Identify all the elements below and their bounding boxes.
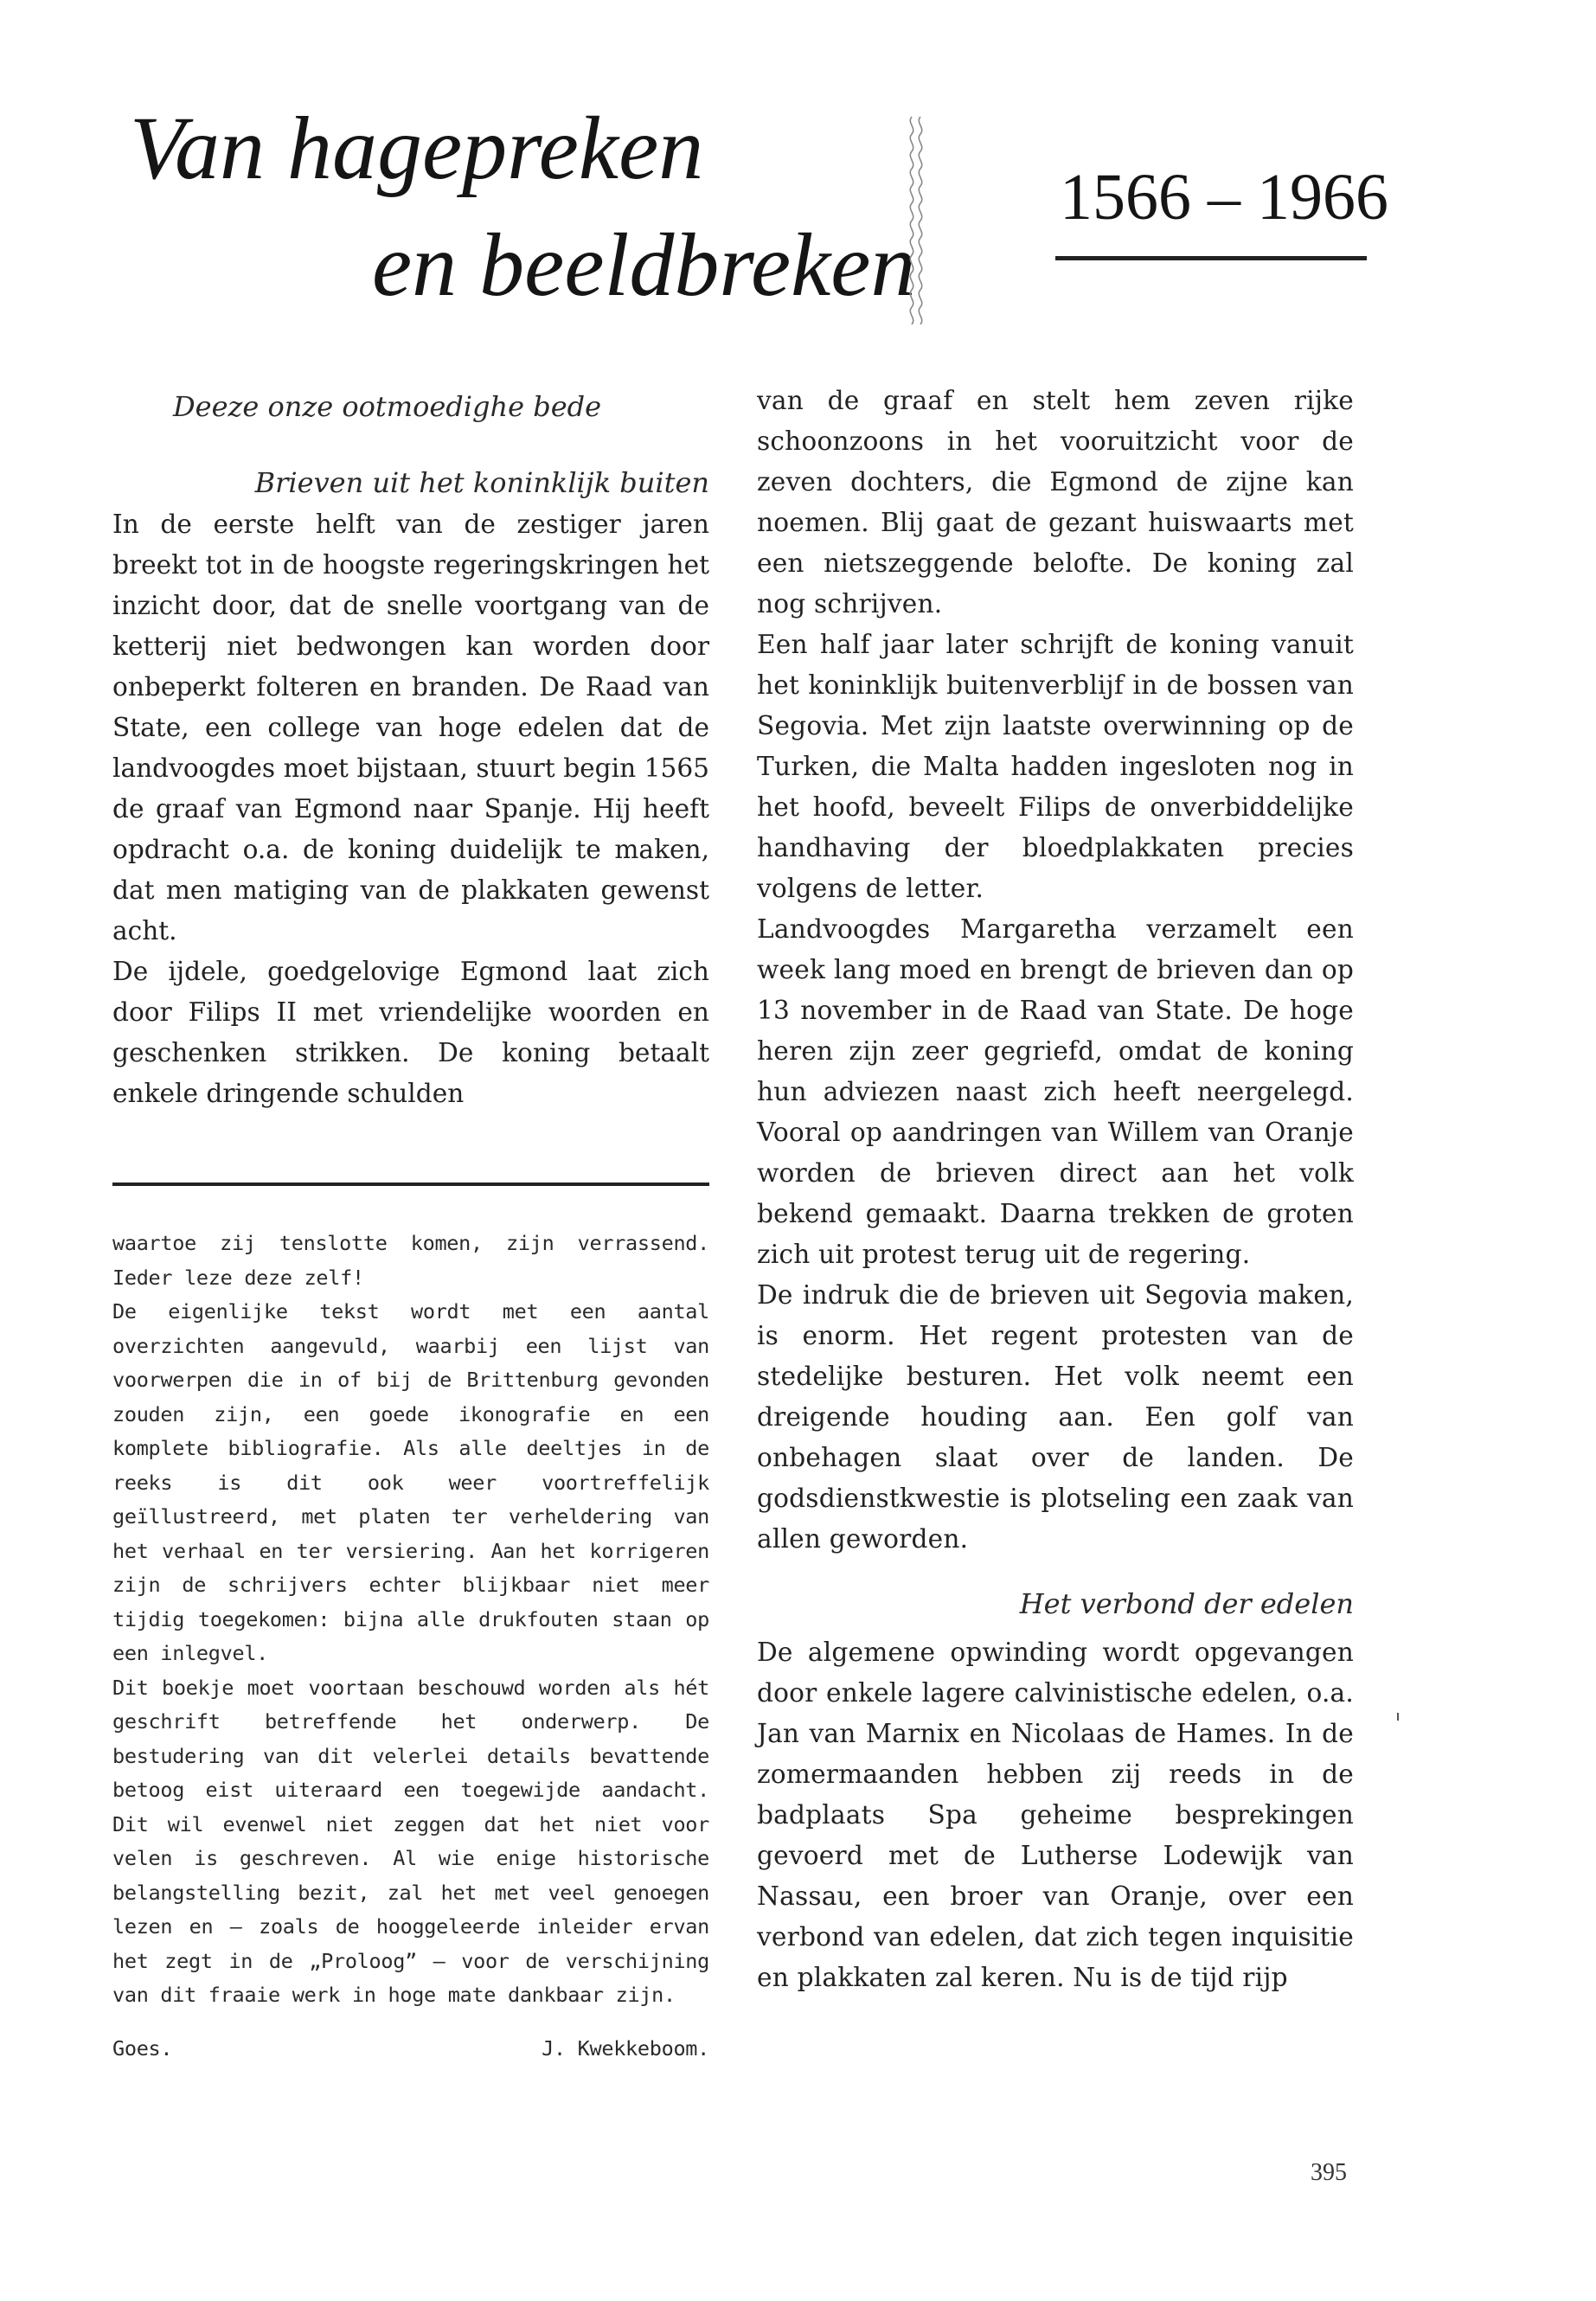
review-paragraph: Dit boekje moet voortaan beschouwd worden als hét geschrift betreffende het onderwerp. De bestudering van dit velerlei details bevattende betoog eist uiteraard een toegewijde aandacht. Dit wil evenwel niet zeggen dat het niet voor velen is geschreven. Al wie enige historische belangstelling bezit, zal het met veel genoegen lezen en — zoals de hooggeleerde inleider ervan het zegt in de „Proloog” — voor de verschijning van dit fraaie werk in hoge mate dankbaar zijn. <box>112 1675 709 2007</box>
year-range: 1566 – 1966 <box>1060 161 1388 234</box>
review-paragraph: De eigenlijke tekst wordt met een aantal overzichten aangevuld, waarbij een lijst van voorwerpen die in of bij de Brittenburg gevonden zouden zijn, een goede ikonografie en een komplete bibliografie. Als alle deeltjes in de reeks is dit ook weer voortreffelijk geïllustreerd, met platen ter verheldering van het verhaal en ter versiering. Aan het korrigeren zijn de schrijvers echter blijkbaar niet meer tijdig toegekomen: bijna alle drukfouten staan op een inlegvel. <box>112 1299 709 1665</box>
subheading-verbond: Het verbond der edelen <box>1019 1587 1354 1620</box>
article-title-line-2: en beeldbreken <box>372 215 916 315</box>
right-column <box>757 381 1354 1998</box>
paragraph: Landvoogdes Margaretha verzamelt een week lang moed en brengt de brieven dan op 13 november in de Raad van State. De hoge heren zijn zeer gegriefd, omdat de koning hun adviezen naast zich heeft neergelegd. Vooral op aandringen van Willem van Oranje worden de brieven direct aan het volk bekend gemaakt. Daarna trekken de groten zich uit protest terug uit de regering. <box>757 914 1354 1269</box>
book-review-section <box>112 1227 709 2066</box>
paragraph: De algemene opwinding wordt opgevangen door enkele lagere calvinistische edelen, o.a. Jan van Marnix en Nicolaas de Hames. In de zomermaanden hebben zij reeds in de badplaats Spa geheime besprekingen gevoerd met de Lutherse Lodewijk van Nassau, een broer van Oranje, over een verbond van edelen, dat zich tegen inquisitie en plakkaten zal keren. Nu is de tijd rijp <box>757 1638 1354 1992</box>
subheading-deeze: Deeze onze ootmoedighe bede <box>173 390 602 423</box>
paragraph: In de eerste helft van de zestiger jaren breekt tot in de hoogste regeringskringen het inzicht door, dat de snelle voortgang van de ketterij niet bedwongen kan worden door onbeperkt folteren en branden. De Raad van State, een college van hoge edelen dat de landvoogdes moet bijstaan, stuurt begin 1565 de graaf van Egmond naar Spanje. Hij heeft opdracht o.a. de koning duidelijk te maken, dat men matiging van de plakkaten gewenst acht. <box>112 510 709 945</box>
article-title-line-1: Van hagepreken <box>130 99 704 198</box>
review-author: J. Kwekkeboom. <box>542 2035 709 2061</box>
review-place: Goes. <box>112 2035 173 2061</box>
paragraph: De ijdele, goedgelovige Egmond laat zich door Filips II met vriendelijke woorden en geschenken strikken. De koning betaalt enkele dringende schulden <box>112 957 709 1108</box>
print-speck <box>1397 1713 1399 1721</box>
decorative-vertical-ornament <box>900 112 934 329</box>
subheading-brieven: Brieven uit het koninklijk buiten <box>254 466 709 499</box>
paragraph: Een half jaar later schrijft de koning vanuit het koninklijk buitenverblijf in de bossen van Segovia. Met zijn laatste overwinning op de Turken, die Malta hadden ingesloten nog in het hoofd, beveelt Filips de onverbiddelijke handhaving der bloedplakkaten precies volgens de letter. <box>757 630 1354 903</box>
review-paragraph: waartoe zij tenslotte komen, zijn verrassend. Ieder leze deze zelf! <box>112 1231 709 1290</box>
paragraph: De indruk die de brieven uit Segovia maken, is enorm. Het regent protesten van de stedelijke besturen. Het volk neemt een dreigende houding aan. Een golf van onbehagen slaat over de landen. De godsdienstkwestie is plotseling een zaak van allen geworden. <box>757 1280 1354 1554</box>
review-signature <box>112 2032 709 2066</box>
left-column <box>112 385 709 1114</box>
column-divider-rule <box>112 1183 709 1186</box>
page-number: 395 <box>1311 2159 1347 2186</box>
year-underline-rule <box>1055 256 1367 260</box>
paragraph: van de graaf en stelt hem zeven rijke schoonzoons in het vooruitzicht voor de zeven dochters, die Egmond de zijne kan noemen. Blij gaat de gezant huiswaarts met een nietszeggende belofte. De koning zal nog schrijven. <box>757 386 1354 619</box>
